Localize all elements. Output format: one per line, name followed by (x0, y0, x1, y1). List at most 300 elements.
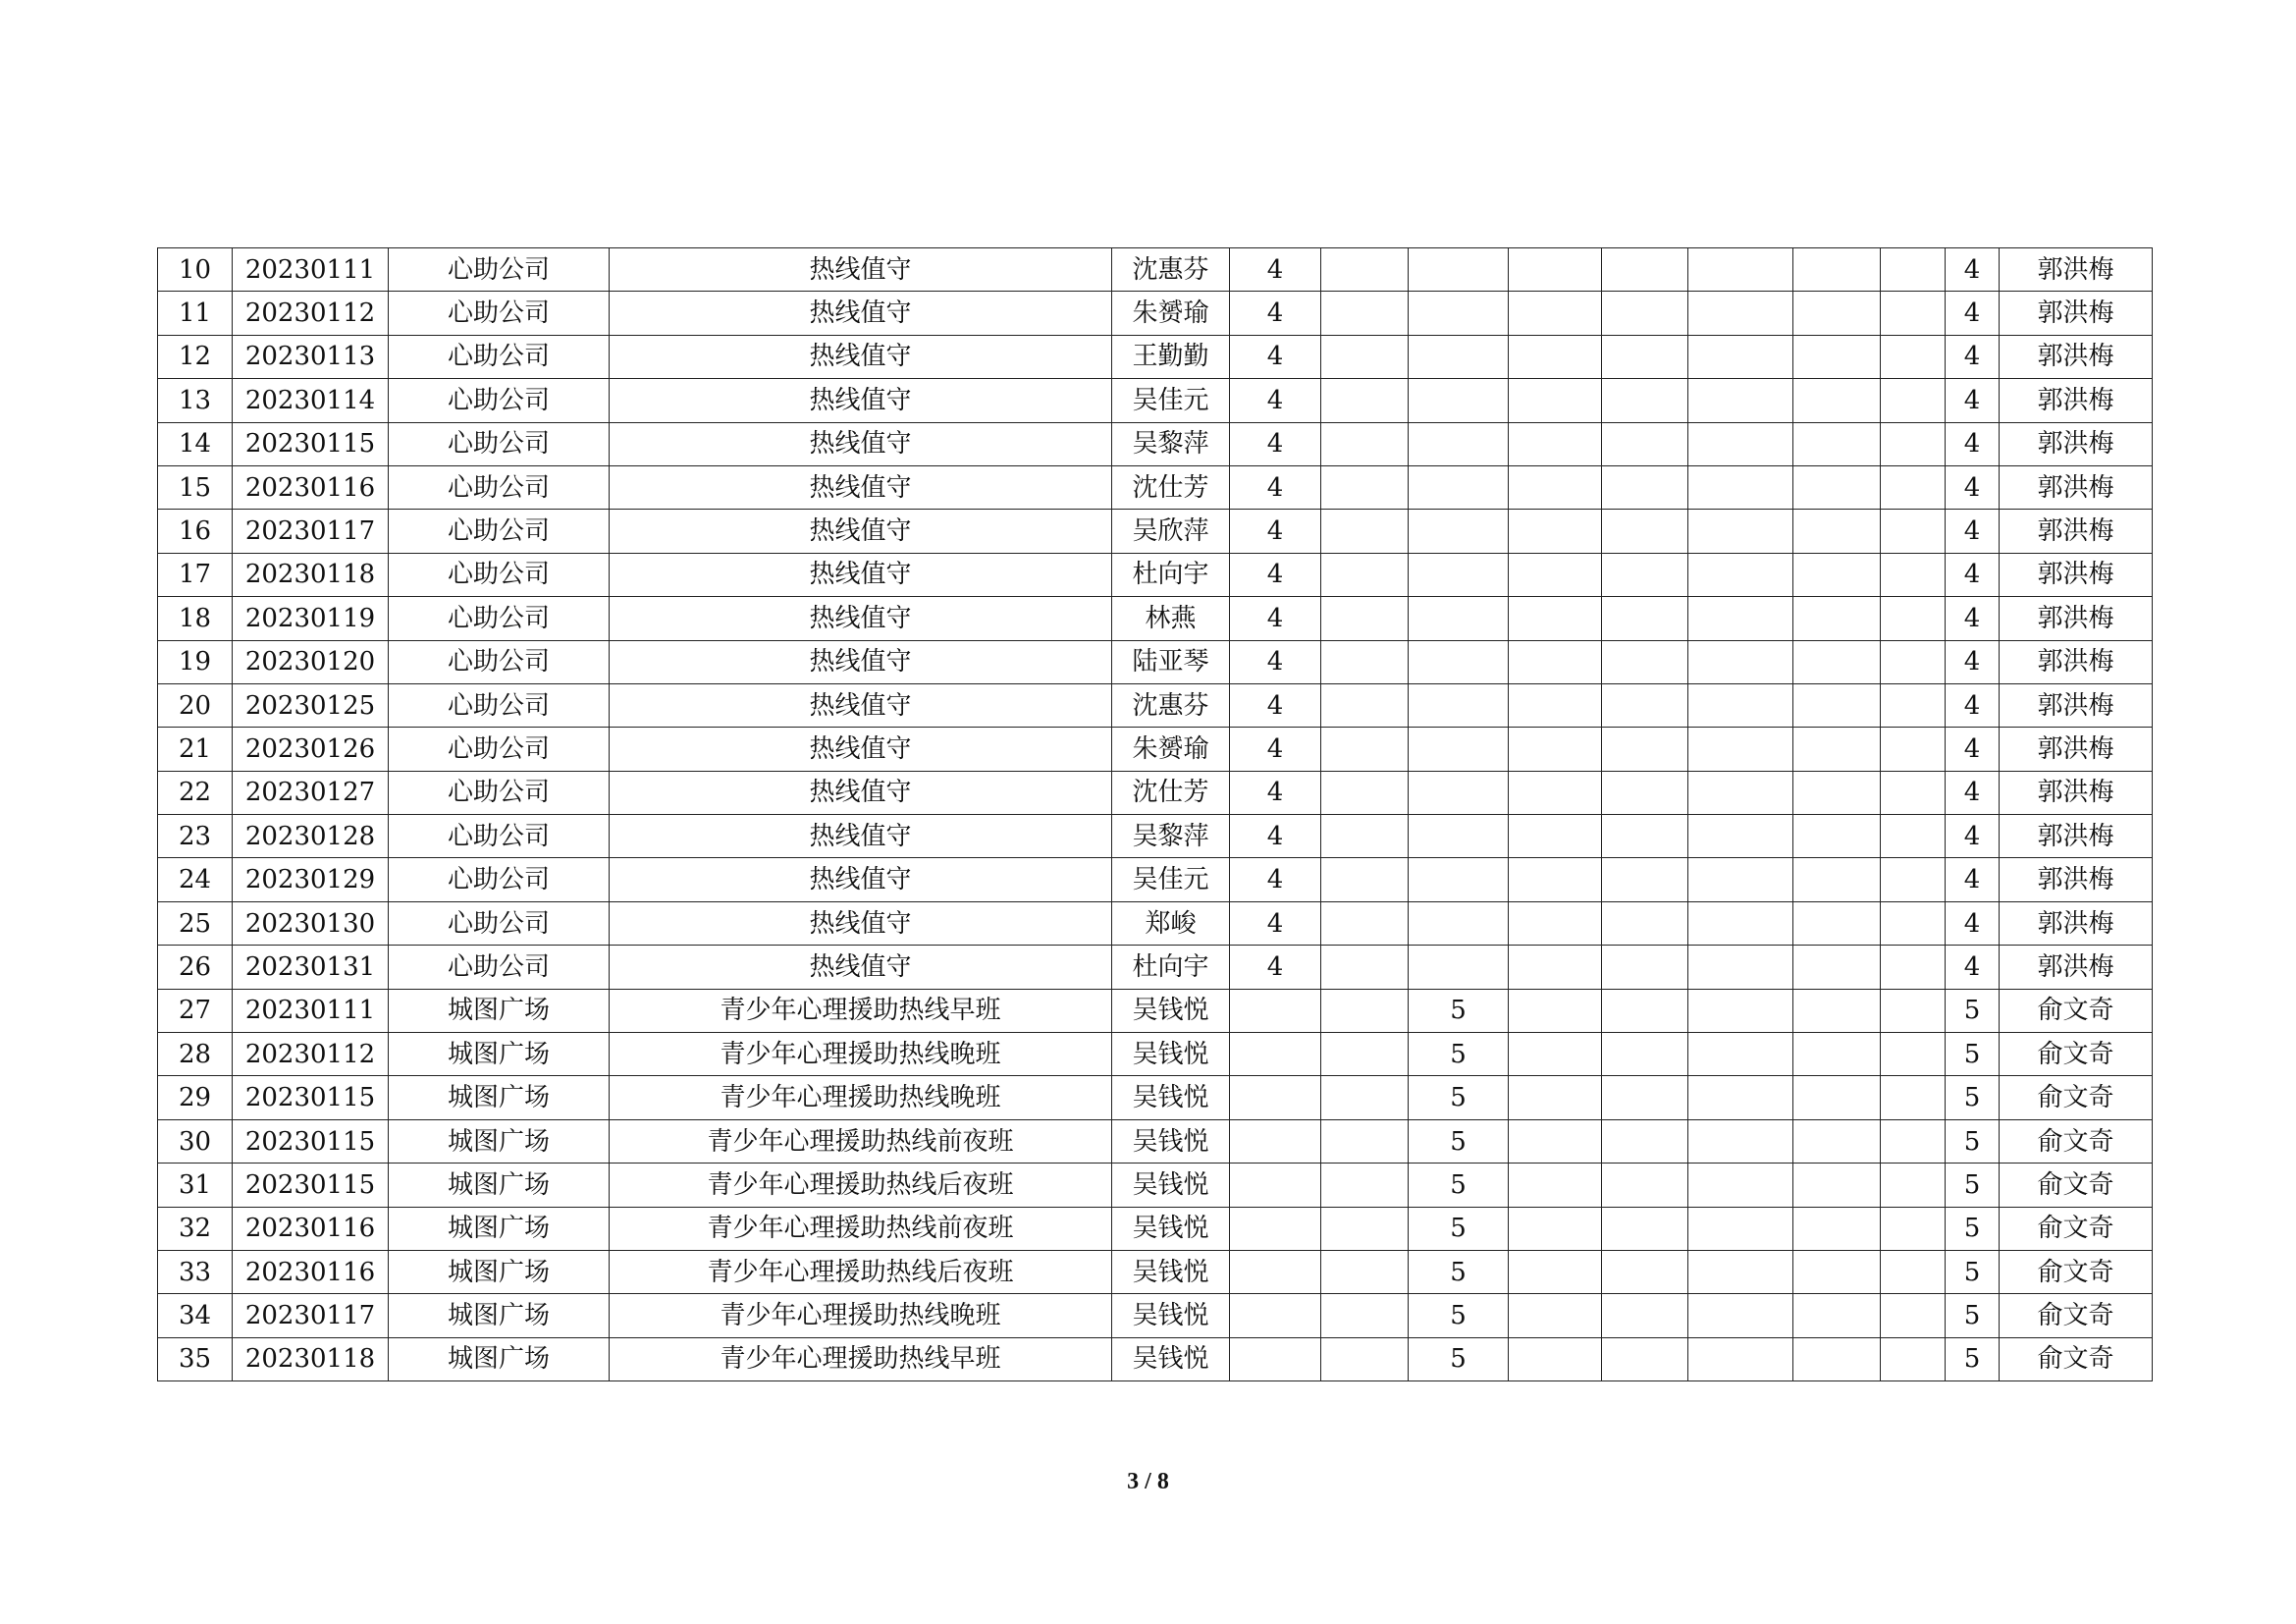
cell-hours-col-2 (1321, 1164, 1409, 1207)
cell-supervisor: 俞文奇 (2000, 1294, 2153, 1337)
cell-hours-col-7 (1793, 422, 1881, 465)
cell-hours-col-8 (1881, 465, 1946, 509)
cell-date: 20230111 (233, 248, 389, 292)
cell-hours-col-3: 5 (1409, 1207, 1509, 1250)
cell-volunteer-name: 吴钱悦 (1112, 1033, 1230, 1076)
table-row (158, 946, 2153, 989)
cell-total-hours: 4 (1946, 728, 2000, 771)
cell-hours-col-2 (1321, 1076, 1409, 1119)
cell-hours-col-1: 4 (1230, 858, 1321, 901)
cell-hours-col-5 (1602, 1207, 1688, 1250)
cell-volunteer-name: 沈惠芬 (1112, 248, 1230, 292)
cell-activity: 热线值守 (610, 379, 1112, 422)
cell-volunteer-name: 吴佳元 (1112, 379, 1230, 422)
cell-hours-col-7 (1793, 771, 1881, 814)
cell-row-index: 12 (158, 335, 233, 378)
cell-volunteer-name: 沈仕芳 (1112, 465, 1230, 509)
cell-hours-col-1: 4 (1230, 248, 1321, 292)
cell-row-index: 21 (158, 728, 233, 771)
table-row (158, 1294, 2153, 1337)
cell-row-index: 20 (158, 683, 233, 727)
cell-supervisor: 郭洪梅 (2000, 597, 2153, 640)
cell-hours-col-5 (1602, 465, 1688, 509)
cell-row-index: 19 (158, 640, 233, 683)
cell-hours-col-4 (1509, 683, 1602, 727)
cell-volunteer-name: 吴佳元 (1112, 858, 1230, 901)
cell-supervisor: 郭洪梅 (2000, 771, 2153, 814)
cell-date: 20230118 (233, 553, 389, 596)
cell-total-hours: 5 (1946, 1076, 2000, 1119)
cell-date: 20230120 (233, 640, 389, 683)
cell-hours-col-3 (1409, 771, 1509, 814)
cell-hours-col-7 (1793, 946, 1881, 989)
cell-date: 20230112 (233, 292, 389, 335)
cell-hours-col-7 (1793, 1033, 1881, 1076)
cell-organization: 城图广场 (389, 1033, 610, 1076)
cell-total-hours: 5 (1946, 1250, 2000, 1293)
cell-hours-col-4 (1509, 771, 1602, 814)
cell-row-index: 28 (158, 1033, 233, 1076)
cell-volunteer-name: 沈惠芬 (1112, 683, 1230, 727)
cell-hours-col-3 (1409, 728, 1509, 771)
cell-hours-col-6 (1688, 1076, 1793, 1119)
cell-activity: 热线值守 (610, 683, 1112, 727)
cell-hours-col-8 (1881, 1294, 1946, 1337)
cell-hours-col-6 (1688, 1164, 1793, 1207)
cell-hours-col-7 (1793, 292, 1881, 335)
table-row (158, 335, 2153, 378)
cell-hours-col-4 (1509, 1033, 1602, 1076)
cell-hours-col-8 (1881, 1164, 1946, 1207)
cell-supervisor: 郭洪梅 (2000, 640, 2153, 683)
cell-activity: 热线值守 (610, 465, 1112, 509)
cell-hours-col-6 (1688, 640, 1793, 683)
cell-total-hours: 4 (1946, 422, 2000, 465)
cell-activity: 青少年心理援助热线晚班 (610, 1076, 1112, 1119)
cell-organization: 心助公司 (389, 815, 610, 858)
cell-hours-col-6 (1688, 901, 1793, 945)
cell-activity: 青少年心理援助热线早班 (610, 1337, 1112, 1380)
cell-hours-col-7 (1793, 510, 1881, 553)
cell-supervisor: 郭洪梅 (2000, 248, 2153, 292)
cell-organization: 城图广场 (389, 1164, 610, 1207)
cell-total-hours: 4 (1946, 379, 2000, 422)
cell-hours-col-3: 5 (1409, 1076, 1509, 1119)
cell-hours-col-5 (1602, 683, 1688, 727)
cell-date: 20230115 (233, 422, 389, 465)
cell-date: 20230126 (233, 728, 389, 771)
cell-activity: 青少年心理援助热线前夜班 (610, 1119, 1112, 1163)
cell-hours-col-7 (1793, 683, 1881, 727)
cell-hours-col-3 (1409, 640, 1509, 683)
cell-hours-col-2 (1321, 510, 1409, 553)
cell-organization: 心助公司 (389, 728, 610, 771)
cell-hours-col-1: 4 (1230, 510, 1321, 553)
cell-hours-col-6 (1688, 815, 1793, 858)
cell-supervisor: 郭洪梅 (2000, 858, 2153, 901)
table-row (158, 292, 2153, 335)
cell-hours-col-6 (1688, 1033, 1793, 1076)
cell-hours-col-6 (1688, 1119, 1793, 1163)
cell-volunteer-name: 郑峻 (1112, 901, 1230, 945)
cell-volunteer-name: 吴黎萍 (1112, 422, 1230, 465)
cell-row-index: 23 (158, 815, 233, 858)
cell-volunteer-name: 杜向宇 (1112, 946, 1230, 989)
table-row (158, 771, 2153, 814)
cell-hours-col-1 (1230, 1250, 1321, 1293)
cell-activity: 热线值守 (610, 771, 1112, 814)
cell-hours-col-2 (1321, 989, 1409, 1032)
cell-hours-col-1: 4 (1230, 771, 1321, 814)
table-row (158, 510, 2153, 553)
cell-supervisor: 俞文奇 (2000, 1207, 2153, 1250)
cell-row-index: 16 (158, 510, 233, 553)
cell-volunteer-name: 朱赟瑜 (1112, 292, 1230, 335)
cell-hours-col-6 (1688, 1337, 1793, 1380)
cell-hours-col-5 (1602, 640, 1688, 683)
cell-volunteer-name: 陆亚琴 (1112, 640, 1230, 683)
cell-hours-col-7 (1793, 1207, 1881, 1250)
cell-hours-col-4 (1509, 465, 1602, 509)
cell-volunteer-name: 林燕 (1112, 597, 1230, 640)
cell-hours-col-4 (1509, 989, 1602, 1032)
cell-date: 20230118 (233, 1337, 389, 1380)
cell-hours-col-1: 4 (1230, 379, 1321, 422)
cell-row-index: 31 (158, 1164, 233, 1207)
table-row (158, 422, 2153, 465)
cell-supervisor: 俞文奇 (2000, 1250, 2153, 1293)
cell-hours-col-7 (1793, 728, 1881, 771)
cell-hours-col-4 (1509, 1337, 1602, 1380)
cell-hours-col-8 (1881, 728, 1946, 771)
table-row (158, 597, 2153, 640)
cell-organization: 城图广场 (389, 989, 610, 1032)
cell-hours-col-1: 4 (1230, 292, 1321, 335)
cell-hours-col-7 (1793, 379, 1881, 422)
cell-supervisor: 郭洪梅 (2000, 335, 2153, 378)
cell-total-hours: 4 (1946, 683, 2000, 727)
cell-date: 20230116 (233, 1207, 389, 1250)
cell-hours-col-5 (1602, 1294, 1688, 1337)
cell-date: 20230115 (233, 1119, 389, 1163)
cell-hours-col-2 (1321, 901, 1409, 945)
cell-supervisor: 郭洪梅 (2000, 292, 2153, 335)
cell-hours-col-1 (1230, 1119, 1321, 1163)
cell-volunteer-name: 吴钱悦 (1112, 1076, 1230, 1119)
cell-hours-col-3: 5 (1409, 989, 1509, 1032)
cell-hours-col-6 (1688, 683, 1793, 727)
cell-volunteer-name: 吴钱悦 (1112, 1207, 1230, 1250)
cell-hours-col-5 (1602, 379, 1688, 422)
table-row (158, 248, 2153, 292)
cell-total-hours: 5 (1946, 1033, 2000, 1076)
cell-hours-col-5 (1602, 728, 1688, 771)
cell-date: 20230119 (233, 597, 389, 640)
cell-hours-col-8 (1881, 379, 1946, 422)
cell-supervisor: 郭洪梅 (2000, 422, 2153, 465)
cell-hours-col-1: 4 (1230, 640, 1321, 683)
cell-volunteer-name: 吴钱悦 (1112, 1294, 1230, 1337)
cell-hours-col-1 (1230, 989, 1321, 1032)
cell-hours-col-4 (1509, 1294, 1602, 1337)
table-row (158, 553, 2153, 596)
cell-total-hours: 4 (1946, 465, 2000, 509)
cell-activity: 热线值守 (610, 728, 1112, 771)
cell-date: 20230112 (233, 1033, 389, 1076)
cell-date: 20230130 (233, 901, 389, 945)
cell-organization: 心助公司 (389, 683, 610, 727)
cell-organization: 心助公司 (389, 510, 610, 553)
cell-hours-col-4 (1509, 858, 1602, 901)
page-number: 3 / 8 (1127, 1469, 1169, 1494)
cell-volunteer-name: 吴欣萍 (1112, 510, 1230, 553)
cell-date: 20230113 (233, 335, 389, 378)
cell-organization: 心助公司 (389, 335, 610, 378)
cell-total-hours: 5 (1946, 1294, 2000, 1337)
cell-hours-col-6 (1688, 465, 1793, 509)
cell-hours-col-5 (1602, 1076, 1688, 1119)
cell-hours-col-7 (1793, 901, 1881, 945)
cell-hours-col-5 (1602, 292, 1688, 335)
cell-total-hours: 4 (1946, 335, 2000, 378)
cell-hours-col-8 (1881, 422, 1946, 465)
cell-hours-col-6 (1688, 553, 1793, 596)
cell-row-index: 26 (158, 946, 233, 989)
cell-hours-col-8 (1881, 597, 1946, 640)
cell-hours-col-4 (1509, 292, 1602, 335)
cell-hours-col-7 (1793, 815, 1881, 858)
cell-hours-col-2 (1321, 1337, 1409, 1380)
cell-hours-col-7 (1793, 640, 1881, 683)
cell-hours-col-4 (1509, 1164, 1602, 1207)
cell-activity: 热线值守 (610, 248, 1112, 292)
cell-total-hours: 5 (1946, 1164, 2000, 1207)
cell-date: 20230115 (233, 1164, 389, 1207)
cell-hours-col-8 (1881, 683, 1946, 727)
cell-activity: 青少年心理援助热线早班 (610, 989, 1112, 1032)
cell-hours-col-1: 4 (1230, 465, 1321, 509)
cell-row-index: 27 (158, 989, 233, 1032)
cell-organization: 心助公司 (389, 379, 610, 422)
cell-hours-col-3 (1409, 510, 1509, 553)
cell-supervisor: 俞文奇 (2000, 1033, 2153, 1076)
cell-hours-col-6 (1688, 1207, 1793, 1250)
cell-row-index: 34 (158, 1294, 233, 1337)
cell-hours-col-2 (1321, 1207, 1409, 1250)
cell-hours-col-6 (1688, 422, 1793, 465)
cell-hours-col-4 (1509, 335, 1602, 378)
cell-hours-col-6 (1688, 728, 1793, 771)
cell-total-hours: 5 (1946, 1119, 2000, 1163)
cell-organization: 心助公司 (389, 946, 610, 989)
cell-hours-col-3 (1409, 335, 1509, 378)
cell-hours-col-3: 5 (1409, 1294, 1509, 1337)
table-row (158, 1337, 2153, 1380)
cell-hours-col-7 (1793, 1294, 1881, 1337)
cell-hours-col-1 (1230, 1164, 1321, 1207)
cell-organization: 城图广场 (389, 1337, 610, 1380)
cell-total-hours: 4 (1946, 815, 2000, 858)
cell-hours-col-4 (1509, 1119, 1602, 1163)
cell-hours-col-7 (1793, 989, 1881, 1032)
cell-activity: 热线值守 (610, 510, 1112, 553)
cell-hours-col-2 (1321, 335, 1409, 378)
cell-hours-col-4 (1509, 422, 1602, 465)
cell-hours-col-6 (1688, 597, 1793, 640)
cell-hours-col-1 (1230, 1207, 1321, 1250)
cell-hours-col-7 (1793, 597, 1881, 640)
cell-hours-col-3: 5 (1409, 1119, 1509, 1163)
cell-hours-col-2 (1321, 1294, 1409, 1337)
cell-hours-col-6 (1688, 510, 1793, 553)
cell-date: 20230131 (233, 946, 389, 989)
cell-hours-col-8 (1881, 1076, 1946, 1119)
cell-activity: 热线值守 (610, 335, 1112, 378)
cell-total-hours: 4 (1946, 858, 2000, 901)
cell-hours-col-5 (1602, 901, 1688, 945)
cell-hours-col-2 (1321, 422, 1409, 465)
table-row (158, 1164, 2153, 1207)
table-row (158, 465, 2153, 509)
cell-hours-col-1: 4 (1230, 597, 1321, 640)
cell-hours-col-4 (1509, 1076, 1602, 1119)
cell-hours-col-2 (1321, 465, 1409, 509)
cell-hours-col-3: 5 (1409, 1164, 1509, 1207)
cell-date: 20230117 (233, 510, 389, 553)
cell-hours-col-5 (1602, 553, 1688, 596)
cell-hours-col-3 (1409, 248, 1509, 292)
cell-organization: 心助公司 (389, 422, 610, 465)
cell-date: 20230116 (233, 1250, 389, 1293)
cell-hours-col-2 (1321, 771, 1409, 814)
table-row (158, 1076, 2153, 1119)
cell-hours-col-5 (1602, 1164, 1688, 1207)
cell-hours-col-2 (1321, 683, 1409, 727)
cell-hours-col-3 (1409, 422, 1509, 465)
cell-hours-col-4 (1509, 379, 1602, 422)
cell-volunteer-name: 吴钱悦 (1112, 1164, 1230, 1207)
cell-hours-col-8 (1881, 248, 1946, 292)
cell-hours-col-4 (1509, 946, 1602, 989)
cell-supervisor: 郭洪梅 (2000, 815, 2153, 858)
cell-total-hours: 4 (1946, 292, 2000, 335)
cell-total-hours: 4 (1946, 553, 2000, 596)
cell-hours-col-5 (1602, 946, 1688, 989)
cell-hours-col-3 (1409, 553, 1509, 596)
cell-hours-col-1 (1230, 1294, 1321, 1337)
cell-hours-col-4 (1509, 728, 1602, 771)
cell-hours-col-4 (1509, 553, 1602, 596)
cell-hours-col-2 (1321, 640, 1409, 683)
table-row (158, 379, 2153, 422)
cell-hours-col-3 (1409, 379, 1509, 422)
cell-hours-col-2 (1321, 1250, 1409, 1293)
cell-hours-col-8 (1881, 1207, 1946, 1250)
cell-hours-col-7 (1793, 465, 1881, 509)
cell-hours-col-5 (1602, 1250, 1688, 1293)
cell-hours-col-8 (1881, 553, 1946, 596)
cell-hours-col-7 (1793, 248, 1881, 292)
cell-activity: 热线值守 (610, 815, 1112, 858)
cell-organization: 心助公司 (389, 901, 610, 945)
cell-organization: 城图广场 (389, 1119, 610, 1163)
cell-hours-col-6 (1688, 379, 1793, 422)
cell-activity: 青少年心理援助热线后夜班 (610, 1164, 1112, 1207)
cell-activity: 青少年心理援助热线晚班 (610, 1033, 1112, 1076)
cell-hours-col-2 (1321, 815, 1409, 858)
cell-hours-col-3 (1409, 292, 1509, 335)
cell-activity: 热线值守 (610, 858, 1112, 901)
table-body (158, 248, 2153, 1381)
table-row (158, 1250, 2153, 1293)
cell-total-hours: 4 (1946, 510, 2000, 553)
cell-date: 20230116 (233, 465, 389, 509)
cell-row-index: 14 (158, 422, 233, 465)
cell-activity: 青少年心理援助热线前夜班 (610, 1207, 1112, 1250)
cell-hours-col-2 (1321, 1119, 1409, 1163)
cell-hours-col-6 (1688, 292, 1793, 335)
cell-total-hours: 4 (1946, 946, 2000, 989)
cell-row-index: 13 (158, 379, 233, 422)
cell-hours-col-8 (1881, 292, 1946, 335)
cell-total-hours: 4 (1946, 597, 2000, 640)
cell-hours-col-5 (1602, 1337, 1688, 1380)
cell-hours-col-8 (1881, 335, 1946, 378)
cell-hours-col-3: 5 (1409, 1337, 1509, 1380)
cell-hours-col-8 (1881, 1337, 1946, 1380)
cell-hours-col-5 (1602, 248, 1688, 292)
cell-hours-col-2 (1321, 1033, 1409, 1076)
cell-hours-col-7 (1793, 1164, 1881, 1207)
cell-hours-col-8 (1881, 901, 1946, 945)
cell-hours-col-3 (1409, 946, 1509, 989)
cell-row-index: 15 (158, 465, 233, 509)
cell-supervisor: 俞文奇 (2000, 1119, 2153, 1163)
cell-date: 20230127 (233, 771, 389, 814)
cell-hours-col-1: 4 (1230, 901, 1321, 945)
cell-hours-col-3 (1409, 465, 1509, 509)
cell-hours-col-6 (1688, 858, 1793, 901)
cell-activity: 热线值守 (610, 422, 1112, 465)
table-row (158, 815, 2153, 858)
cell-organization: 城图广场 (389, 1207, 610, 1250)
cell-total-hours: 4 (1946, 640, 2000, 683)
cell-hours-col-7 (1793, 335, 1881, 378)
cell-organization: 心助公司 (389, 771, 610, 814)
cell-hours-col-5 (1602, 1033, 1688, 1076)
cell-activity: 热线值守 (610, 553, 1112, 596)
cell-row-index: 32 (158, 1207, 233, 1250)
cell-organization: 心助公司 (389, 640, 610, 683)
cell-activity: 热线值守 (610, 292, 1112, 335)
cell-hours-col-3: 5 (1409, 1033, 1509, 1076)
cell-date: 20230114 (233, 379, 389, 422)
cell-organization: 城图广场 (389, 1294, 610, 1337)
cell-row-index: 29 (158, 1076, 233, 1119)
cell-hours-col-4 (1509, 1207, 1602, 1250)
cell-hours-col-7 (1793, 1250, 1881, 1293)
cell-hours-col-1: 4 (1230, 335, 1321, 378)
cell-hours-col-2 (1321, 292, 1409, 335)
cell-total-hours: 5 (1946, 1337, 2000, 1380)
cell-hours-col-5 (1602, 1119, 1688, 1163)
cell-hours-col-3 (1409, 858, 1509, 901)
cell-date: 20230117 (233, 1294, 389, 1337)
cell-hours-col-2 (1321, 728, 1409, 771)
table-row (158, 858, 2153, 901)
cell-row-index: 30 (158, 1119, 233, 1163)
cell-hours-col-6 (1688, 248, 1793, 292)
